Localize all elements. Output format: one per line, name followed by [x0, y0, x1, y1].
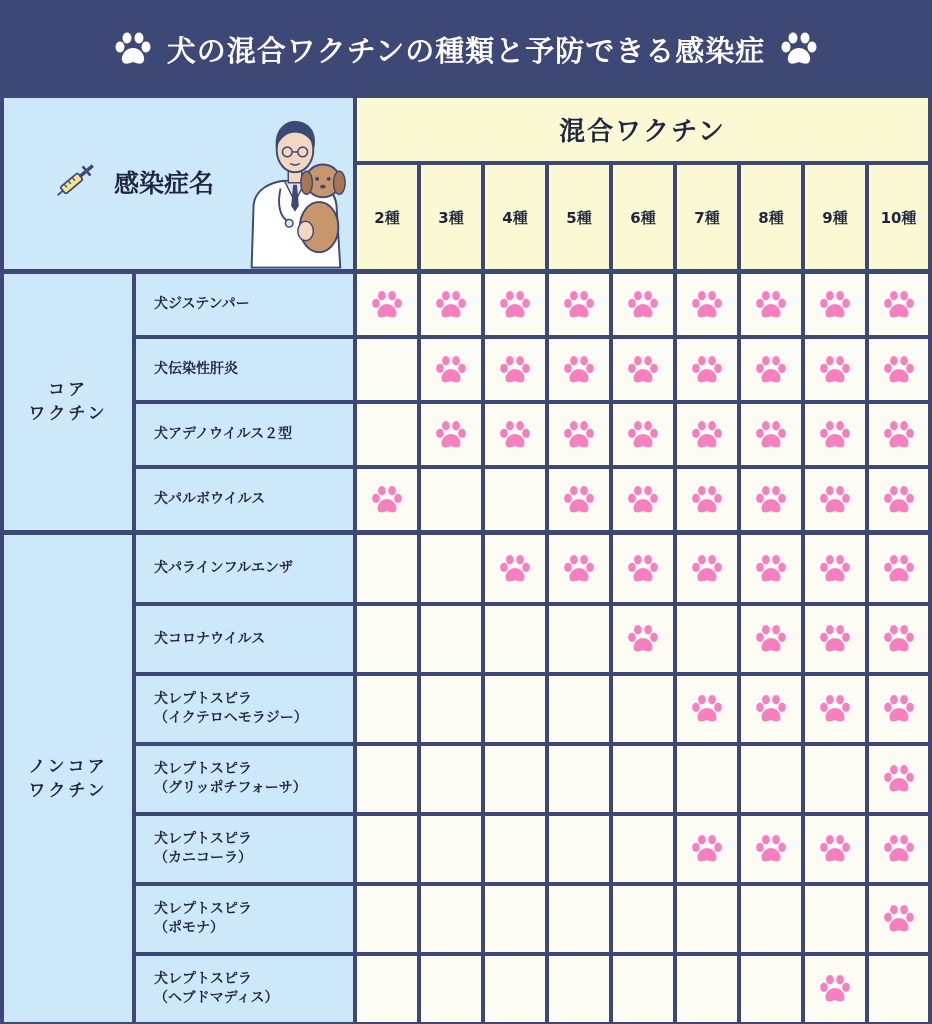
coverage-cell	[357, 606, 417, 672]
coverage-cell	[613, 746, 673, 812]
coverage-cell	[485, 274, 545, 335]
paw-icon	[754, 483, 788, 517]
paw-icon	[626, 622, 660, 656]
paw-icon	[690, 288, 724, 322]
paw-icon	[818, 972, 852, 1006]
title-bar	[0, 0, 932, 98]
syringe-icon	[50, 156, 102, 208]
coverage-cell	[357, 339, 417, 400]
coverage-cell	[485, 746, 545, 812]
coverage-cell	[677, 816, 737, 882]
paw-icon	[818, 552, 852, 586]
paw-icon	[754, 832, 788, 866]
coverage-cell	[485, 606, 545, 672]
coverage-cell	[549, 339, 609, 400]
coverage-cell	[421, 469, 481, 530]
paw-icon	[690, 418, 724, 452]
coverage-cell	[741, 339, 801, 400]
coverage-cell	[805, 469, 865, 530]
coverage-cell	[805, 606, 865, 672]
paw-icon	[818, 353, 852, 387]
coverage-cell	[613, 676, 673, 742]
coverage-cell	[613, 274, 673, 335]
coverage-cell	[613, 886, 673, 952]
coverage-cell	[357, 676, 417, 742]
paw-icon	[882, 418, 916, 452]
coverage-cell	[613, 606, 673, 672]
coverage-cell	[357, 746, 417, 812]
coverage-cell	[869, 886, 928, 952]
coverage-cell	[677, 339, 737, 400]
coverage-cell	[869, 746, 928, 812]
paw-icon	[626, 288, 660, 322]
coverage-cell	[677, 404, 737, 465]
coverage-cell	[485, 339, 545, 400]
coverage-cell	[869, 606, 928, 672]
paw-icon	[818, 288, 852, 322]
coverage-cell	[869, 535, 928, 602]
type-header-6: 6種	[613, 165, 673, 269]
coverage-cell	[741, 274, 801, 335]
coverage-cell	[421, 339, 481, 400]
coverage-cell	[613, 535, 673, 602]
paw-icon	[562, 552, 596, 586]
coverage-cell	[869, 274, 928, 335]
paw-icon	[779, 29, 819, 69]
paw-icon	[818, 483, 852, 517]
coverage-cell	[421, 676, 481, 742]
paw-icon	[882, 288, 916, 322]
coverage-cell	[357, 274, 417, 335]
paw-icon	[882, 483, 916, 517]
paw-icon	[690, 692, 724, 726]
coverage-cell	[549, 469, 609, 530]
paw-icon	[498, 353, 532, 387]
coverage-cell	[485, 676, 545, 742]
paw-icon	[498, 552, 532, 586]
disease-name: 犬パラインフルエンザ	[136, 535, 353, 602]
paw-icon	[434, 353, 468, 387]
type-header-9: 9種	[805, 165, 865, 269]
coverage-cell	[485, 469, 545, 530]
paw-icon	[882, 353, 916, 387]
coverage-cell	[677, 956, 737, 1022]
coverage-cell	[421, 886, 481, 952]
coverage-cell	[485, 535, 545, 602]
coverage-cell	[549, 535, 609, 602]
coverage-cell	[805, 956, 865, 1022]
paw-icon	[498, 288, 532, 322]
coverage-cell	[421, 816, 481, 882]
coverage-cell	[741, 956, 801, 1022]
coverage-cell	[869, 676, 928, 742]
paw-icon	[754, 692, 788, 726]
paw-icon	[626, 353, 660, 387]
coverage-cell	[805, 676, 865, 742]
disease-name: 犬伝染性肝炎	[136, 339, 353, 400]
coverage-cell	[805, 339, 865, 400]
coverage-cell	[357, 956, 417, 1022]
coverage-cell	[805, 886, 865, 952]
coverage-cell	[805, 535, 865, 602]
coverage-cell	[613, 816, 673, 882]
category-core: コア ワクチン	[4, 274, 132, 530]
paw-icon	[818, 832, 852, 866]
paw-icon	[626, 483, 660, 517]
coverage-cell	[805, 746, 865, 812]
coverage-cell	[869, 816, 928, 882]
type-header-10: 10種	[869, 165, 928, 269]
disease-name: 犬アデノウイルス２型	[136, 404, 353, 465]
doctor-holding-dog-illustration	[242, 112, 348, 269]
paw-icon	[882, 622, 916, 656]
paw-icon	[370, 288, 404, 322]
paw-icon	[690, 483, 724, 517]
coverage-cell	[421, 535, 481, 602]
disease-name: 犬ジステンパー	[136, 274, 353, 335]
paw-icon	[626, 418, 660, 452]
coverage-cell	[805, 404, 865, 465]
coverage-cell	[421, 404, 481, 465]
coverage-cell	[549, 606, 609, 672]
paw-icon	[690, 832, 724, 866]
coverage-cell	[613, 956, 673, 1022]
coverage-cell	[869, 469, 928, 530]
coverage-cell	[741, 886, 801, 952]
coverage-cell	[613, 339, 673, 400]
paw-icon	[754, 552, 788, 586]
coverage-cell	[741, 606, 801, 672]
coverage-cell	[613, 404, 673, 465]
coverage-cell	[677, 469, 737, 530]
coverage-cell	[677, 886, 737, 952]
type-header-2: 2種	[357, 165, 417, 269]
paw-icon	[754, 288, 788, 322]
coverage-cell	[549, 746, 609, 812]
coverage-cell	[421, 606, 481, 672]
paw-icon	[882, 762, 916, 796]
paw-icon	[434, 418, 468, 452]
coverage-cell	[549, 676, 609, 742]
type-header-3: 3種	[421, 165, 481, 269]
type-header-8: 8種	[741, 165, 801, 269]
type-header-5: 5種	[549, 165, 609, 269]
coverage-cell	[677, 746, 737, 812]
coverage-cell	[549, 816, 609, 882]
coverage-cell	[805, 274, 865, 335]
disease-name: 犬パルボウイルス	[136, 469, 353, 530]
paw-icon	[562, 353, 596, 387]
mixed-vaccine-header: 混合ワクチン	[357, 98, 928, 161]
paw-icon	[690, 353, 724, 387]
paw-icon	[882, 832, 916, 866]
paw-icon	[626, 552, 660, 586]
type-header-4: 4種	[485, 165, 545, 269]
paw-icon	[818, 622, 852, 656]
paw-icon	[754, 418, 788, 452]
paw-icon	[498, 418, 532, 452]
coverage-cell	[549, 274, 609, 335]
coverage-cell	[549, 886, 609, 952]
coverage-cell	[677, 676, 737, 742]
coverage-cell	[741, 746, 801, 812]
coverage-cell	[421, 274, 481, 335]
coverage-cell	[869, 339, 928, 400]
paw-icon	[690, 552, 724, 586]
disease-header-label: 感染症名	[114, 169, 215, 198]
paw-icon	[562, 483, 596, 517]
paw-icon	[818, 418, 852, 452]
coverage-cell	[805, 816, 865, 882]
coverage-cell	[357, 469, 417, 530]
disease-name: 犬コロナウイルス	[136, 606, 353, 672]
page-title: 犬の混合ワクチンの種類と予防できる感染症	[166, 33, 766, 68]
coverage-cell	[869, 404, 928, 465]
coverage-cell	[357, 404, 417, 465]
paw-icon	[562, 288, 596, 322]
paw-icon	[754, 622, 788, 656]
coverage-cell	[741, 404, 801, 465]
paw-icon	[370, 483, 404, 517]
coverage-cell	[741, 469, 801, 530]
coverage-cell	[357, 886, 417, 952]
disease-column-header	[4, 98, 353, 269]
paw-icon	[882, 902, 916, 936]
coverage-cell	[549, 404, 609, 465]
coverage-cell	[677, 274, 737, 335]
coverage-cell	[485, 956, 545, 1022]
disease-name: 犬レプトスピラ （イクテロヘモラジー）	[136, 676, 353, 742]
coverage-cell	[485, 886, 545, 952]
category-noncore: ノンコア ワクチン	[4, 535, 132, 1022]
disease-name: 犬レプトスピラ （カニコーラ）	[136, 816, 353, 882]
type-header-7: 7種	[677, 165, 737, 269]
paw-icon	[882, 552, 916, 586]
paw-icon	[818, 692, 852, 726]
coverage-cell	[677, 606, 737, 672]
coverage-cell	[741, 676, 801, 742]
coverage-cell	[613, 469, 673, 530]
paw-icon	[882, 692, 916, 726]
coverage-cell	[357, 535, 417, 602]
coverage-cell	[357, 816, 417, 882]
paw-icon	[562, 418, 596, 452]
coverage-cell	[549, 956, 609, 1022]
disease-name: 犬レプトスピラ （ヘブドマディス）	[136, 956, 353, 1022]
coverage-cell	[741, 816, 801, 882]
paw-icon	[113, 29, 153, 69]
paw-icon	[434, 288, 468, 322]
disease-name: 犬レプトスピラ （グリッポチフォーサ）	[136, 746, 353, 812]
disease-name: 犬レプトスピラ （ポモナ）	[136, 886, 353, 952]
coverage-cell	[485, 404, 545, 465]
coverage-cell	[485, 816, 545, 882]
coverage-cell	[421, 746, 481, 812]
coverage-cell	[677, 535, 737, 602]
paw-icon	[754, 353, 788, 387]
coverage-cell	[421, 956, 481, 1022]
coverage-cell	[741, 535, 801, 602]
vaccine-table	[0, 98, 932, 1024]
coverage-cell	[869, 956, 928, 1022]
